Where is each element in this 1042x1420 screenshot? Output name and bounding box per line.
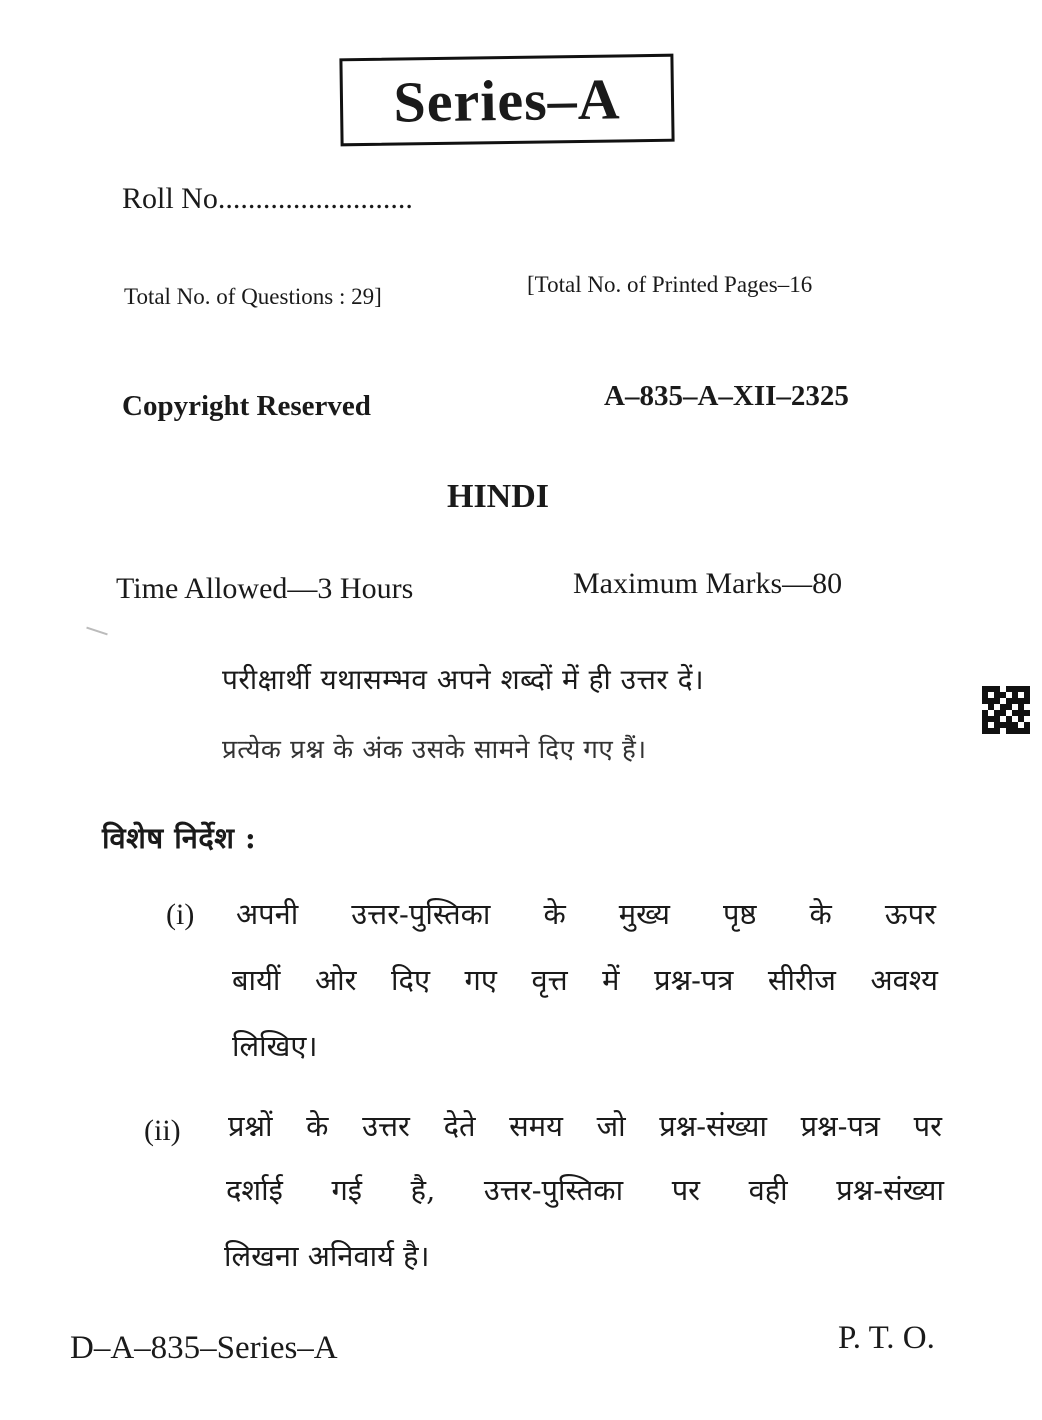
instruction-word: के [543,897,566,931]
total-questions: Total No. of Questions : 29] [124,284,382,309]
instruction-word: सीरीज [767,963,836,997]
instruction-word: दर्शाई [226,1173,283,1207]
footer-code: D–A–835–Series–A [70,1330,338,1366]
instruction-word: प्रश्न-पत्र [654,963,734,997]
qr-code-icon [982,686,1030,734]
instruction-word: उत्तर-पुस्तिका [351,897,491,931]
instruction-word: गए [464,963,497,997]
instruction-word: उत्तर-पुस्तिका [483,1173,624,1207]
general-instruction-2: प्रत्येक प्रश्न के अंक उसके सामने दिए गए हैं। [222,735,647,765]
instruction-word: प्रश्नों [228,1109,273,1143]
instruction-word: देते [443,1109,476,1143]
instruction-word: में [602,963,620,997]
instruction-last-line: लिखना अनिवार्य है। [224,1239,430,1273]
instruction-word: पर [671,1173,701,1207]
roll-number: Roll No.......................... [122,182,413,215]
instruction-word: ऊपर [884,897,936,931]
instruction-word: अवश्य [870,963,938,997]
instruction-number: (ii) [144,1114,181,1147]
instruction-word: प्रश्न-पत्र [800,1109,880,1143]
instruction-line [236,894,936,933]
instruction-last-line: लिखिए। [232,1029,318,1063]
instruction-word: प्रश्न-संख्या [659,1109,767,1143]
instruction-word: मुख्य [618,897,670,931]
instruction-word: समय [509,1109,563,1143]
instruction-word: अपनी [236,897,299,931]
instruction-word: के [306,1109,329,1143]
series-label: Series–A [393,65,621,135]
instruction-word: बायीं [232,963,281,997]
instruction-word: पर [913,1109,942,1143]
instruction-word: उत्तर [362,1109,410,1143]
time-allowed: Time Allowed—3 Hours [116,572,414,605]
instruction-line [228,1106,942,1145]
instruction-number: (i) [166,898,195,931]
instruction-word: है, [410,1173,436,1207]
instruction-word: वृत्त [531,963,568,997]
instruction-line [226,1170,944,1209]
page-turn-note: P. T. O. [838,1320,935,1356]
instruction-word: गई [331,1173,363,1207]
instruction-line [232,960,938,999]
instruction-word: जो [596,1109,626,1143]
instruction-word: दिए [391,963,430,997]
instruction-word: पृष्ठ [722,897,757,931]
paper-code: A–835–A–XII–2325 [604,380,849,412]
general-instruction-1: परीक्षार्थी यथासम्भव अपने शब्दों में ही उत्तर दें। [222,663,705,696]
special-instructions-heading: विशेष निर्देश : [102,821,257,855]
series-label-box [339,54,674,147]
instruction-word: के [809,897,832,931]
copyright-notice: Copyright Reserved [122,390,371,422]
maximum-marks: Maximum Marks—80 [573,567,843,600]
instruction-word: वही [748,1173,788,1207]
subject-title: HINDI [447,478,550,515]
total-printed-pages: [Total No. of Printed Pages–16 [527,272,813,297]
scan-speck [86,627,108,636]
instruction-word: प्रश्न-संख्या [836,1173,944,1207]
instruction-word: ओर [314,963,357,997]
